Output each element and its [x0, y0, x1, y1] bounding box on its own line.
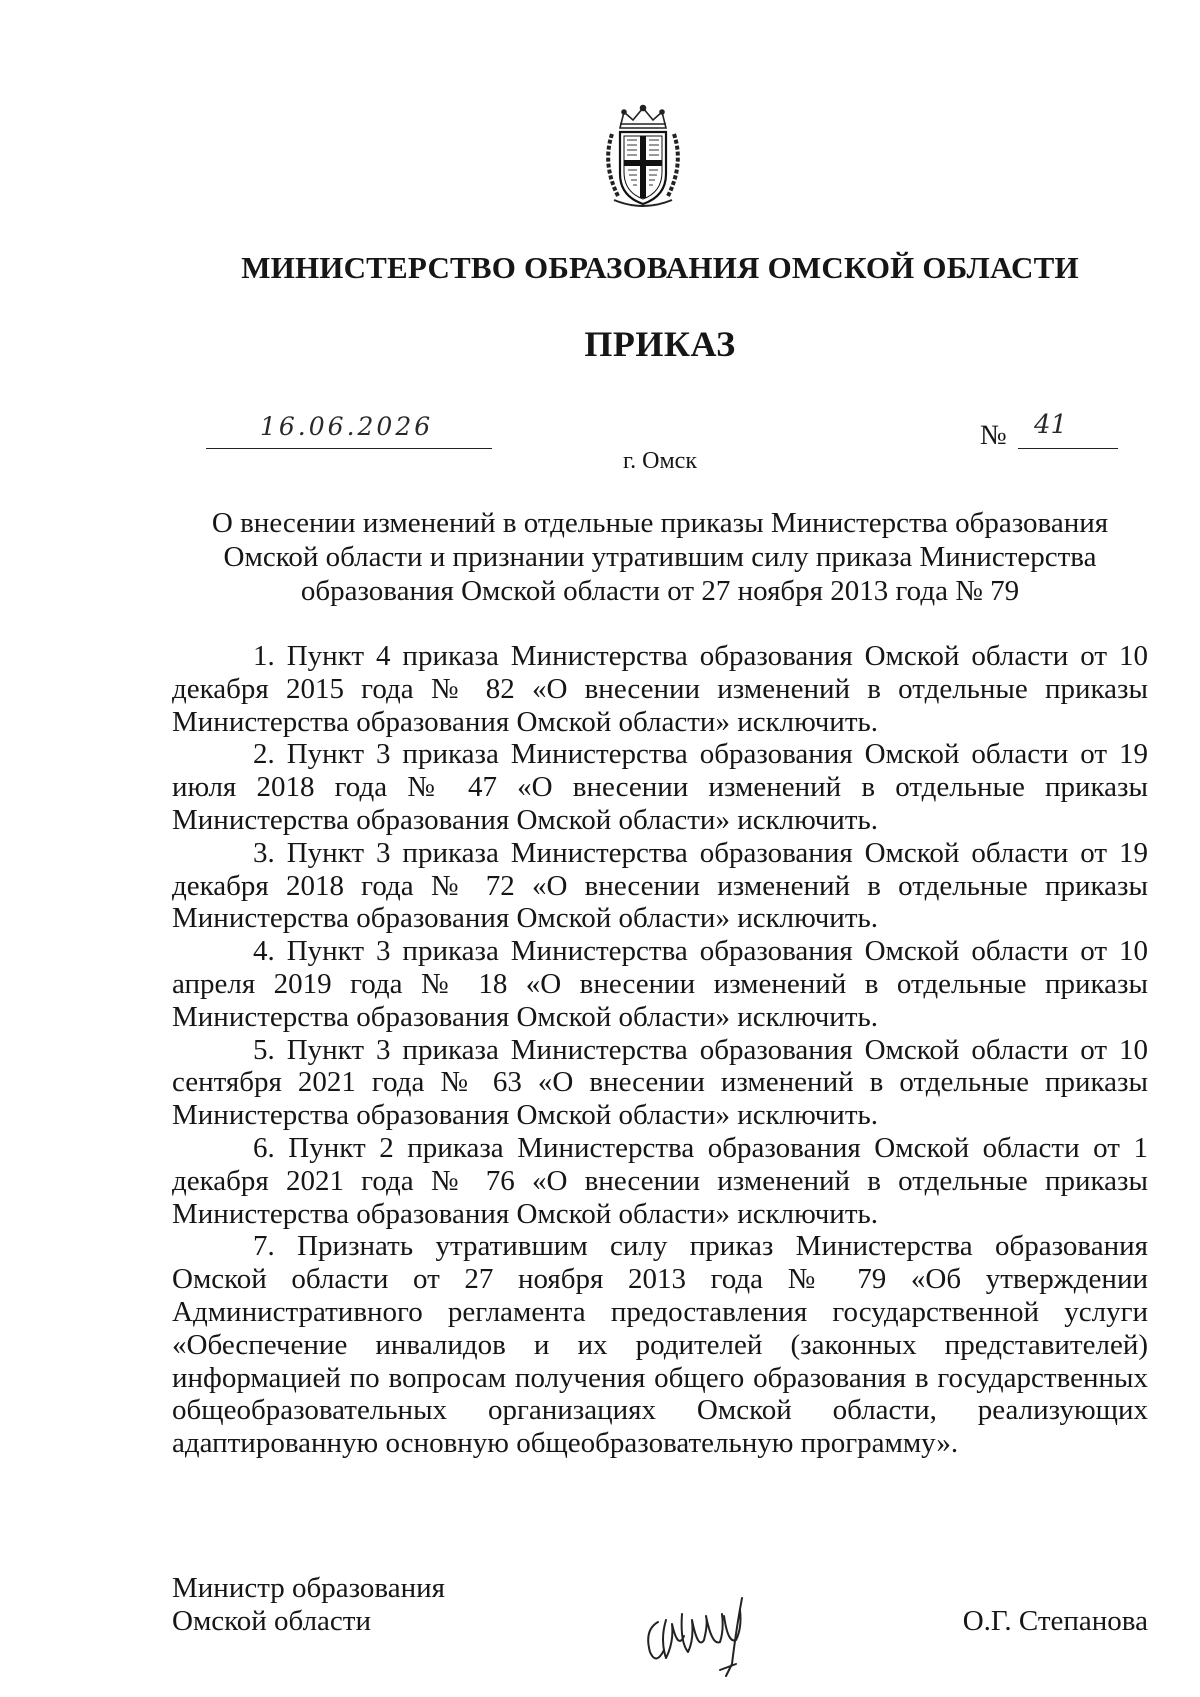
signer-position-line-2: Омской области: [172, 1605, 371, 1637]
document-body: [172, 640, 1148, 1460]
paragraph-4: 4. Пункт 3 приказа Министерства образования Омской области от 10 апреля 2019 года № 18 «О внесении изменений в отдельные приказы Министерства образования Омской области» исключить.: [172, 935, 1148, 1033]
paragraph-2: 2. Пункт 3 приказа Министерства образования Омской области от 19 июля 2018 года № 47 «О внесении изменений в отдельные приказы Министерства образования Омской области» исключить.: [172, 738, 1148, 836]
signer-position-line-1: Министр образования: [172, 1572, 445, 1604]
document-subject: О внесении изменений в отдельные приказы Министерства образования Омской области и признании утратившим силу приказа Министерства образования Омской области от 27 ноября 2013 года № 79: [211, 507, 1109, 607]
organization-title: МИНИСТЕРСТВО ОБРАЗОВАНИЯ ОМСКОЙ ОБЛАСТИ: [241, 250, 1079, 285]
handwritten-date: 16.06.2026: [260, 412, 434, 441]
paragraph-1: 1. Пункт 4 приказа Министерства образования Омской области от 10 декабря 2015 года № 82 «О внесении изменений в отдельные приказы Министерства образования Омской области» исключить.: [172, 640, 1148, 738]
paragraph-7: 7. Признать утратившим силу приказ Министерства образования Омской области от 27 ноября 2013 года № 79 «Об утверждении Административного регламента предоставления государственной услуги «Обеспечение инвалидов и их родителей (законных представителей) информацией по вопросам получения общего образования в государственных общеобразовательных организациях Омской области, реализующих адаптированную основную общеобразовательную программу».: [172, 1230, 1148, 1460]
number-label: №: [980, 420, 1007, 451]
signer-name: О.Г. Степанова: [962, 1605, 1148, 1637]
handwritten-signature-icon: [636, 1580, 786, 1680]
signer-position: [172, 1572, 445, 1638]
paragraph-3: 3. Пункт 3 приказа Министерства образования Омской области от 19 декабря 2018 года № 72 «О внесении изменений в отдельные приказы Министерства образования Омской области» исключить.: [172, 836, 1148, 935]
number-field: [1018, 408, 1118, 449]
document-type: ПРИКАЗ: [584, 324, 736, 364]
coat-of-arms-emblem: [600, 104, 686, 210]
paragraph-5: 5. Пункт 3 приказа Министерства образования Омской области от 10 сентября 2021 года № 63 «О внесении изменений в отдельные приказы Министерства образования Омской области» исключить.: [172, 1033, 1148, 1132]
handwritten-number: 41: [1034, 410, 1068, 440]
date-field: [206, 408, 492, 449]
city-line: г. Омск: [623, 448, 697, 474]
paragraph-6: 6. Пункт 2 приказа Министерства образования Омской области от 1 декабря 2021 года № 76 «О внесении изменений в отдельные приказы Министерства образования Омской области» исключить.: [172, 1131, 1148, 1230]
